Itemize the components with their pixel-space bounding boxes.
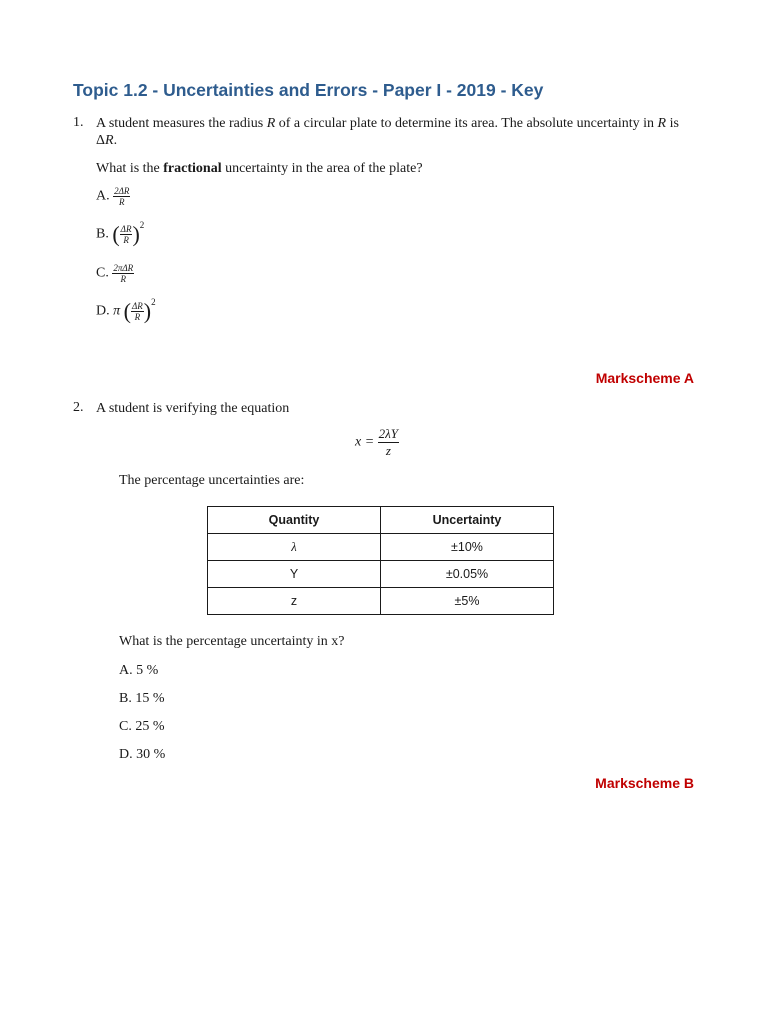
table-cell-quantity: λ [208, 534, 381, 561]
q1-markscheme: Markscheme A [595, 370, 694, 386]
q1-var-r: R [266, 116, 276, 131]
q1-option-d-exponent: 2 [151, 297, 156, 307]
q1-text-part3: is Δ [96, 116, 679, 148]
q1-option-d-label: D. [96, 303, 110, 319]
q1-option-c-den: R [120, 274, 126, 284]
q2-equation-fraction [378, 426, 399, 459]
q1-option-a-fraction [113, 186, 130, 207]
q2-equation-num: 2λY [378, 426, 399, 441]
q1-option-d-rparen: ) [143, 298, 152, 324]
q2-option-d: D. 30 % [119, 747, 166, 762]
q1-option-c [96, 263, 134, 284]
q2-question: What is the percentage uncertainty in x? [119, 634, 345, 649]
q1-question-suffix: uncertainty in the area of the plate? [221, 161, 423, 176]
q2-option-b: B. 15 % [119, 691, 165, 706]
q2-equation [355, 426, 399, 459]
q1-option-c-label: C. [96, 265, 109, 281]
q1-option-b-rparen: ) [132, 221, 140, 247]
uncertainty-table [207, 506, 554, 615]
q1-option-d [96, 297, 156, 324]
q1-option-b-den: R [123, 235, 129, 245]
table-header-quantity-label: Quantity [268, 513, 320, 527]
table-row [208, 534, 554, 561]
table-cell-quantity: Y [208, 561, 381, 588]
q1-option-b-num: ΔR [120, 224, 132, 234]
q1-option-d-pi: π [113, 303, 121, 319]
page-title: Topic 1.2 - Uncertainties and Errors - Paper I - 2019 - Key [73, 80, 544, 100]
table-cell-uncertainty: ±5% [381, 588, 554, 615]
q1-question-bold: fractional [163, 161, 222, 176]
q1-question [96, 160, 696, 177]
q1-option-b-lparen: ( [112, 221, 120, 247]
q1-text-part1: A student measures the radius [96, 116, 267, 131]
q1-option-b [96, 220, 145, 247]
q1-text-part4: . [113, 133, 118, 148]
q1-text-part2: of a circular plate to determine its area. The absolute uncertainty in [275, 116, 658, 131]
q2-markscheme: Markscheme B [595, 775, 694, 791]
table-header-quantity [208, 507, 381, 534]
q1-option-c-fraction [112, 263, 134, 284]
q1-option-d-fraction [131, 301, 144, 322]
q2-number: 2. [73, 400, 84, 415]
table-header-uncertainty-label: Uncertainty [432, 513, 502, 527]
table-cell-uncertainty: ±10% [381, 534, 554, 561]
q2-option-a: A. 5 % [119, 663, 159, 678]
q2-equation-lhs: x = [355, 434, 375, 450]
q1-option-a-den: R [119, 197, 125, 207]
q1-option-d-den: R [134, 312, 141, 322]
table-cell-uncertainty: ±0.05% [381, 561, 554, 588]
q2-intro: A student is verifying the equation [96, 401, 290, 416]
q1-option-b-exponent: 2 [139, 220, 145, 230]
q1-var-r-3: R [105, 133, 114, 148]
q1-option-d-num: ΔR [131, 301, 143, 311]
table-header-row [208, 507, 554, 534]
q2-equation-den: z [385, 443, 391, 458]
q1-option-b-label: B. [96, 226, 109, 242]
table-header-uncertainty [381, 507, 554, 534]
q1-option-d-lparen: ( [123, 298, 131, 324]
q1-option-a-label: A. [96, 188, 110, 204]
q1-option-c-num: 2πΔR [113, 263, 134, 273]
q1-option-b-fraction [120, 224, 133, 245]
q1-option-a [96, 186, 130, 207]
q1-text [96, 115, 696, 149]
q1-var-r-2: R [657, 116, 667, 131]
q1-question-prefix: What is the [96, 161, 164, 176]
table-row [208, 588, 554, 615]
table-cell-quantity: z [208, 588, 381, 615]
q2-option-c: C. 25 % [119, 719, 165, 734]
q2-uncertainty-intro: The percentage uncertainties are: [119, 473, 305, 488]
q1-number: 1. [73, 115, 84, 130]
table-row [208, 561, 554, 588]
q1-option-a-num: 2ΔR [114, 186, 130, 196]
